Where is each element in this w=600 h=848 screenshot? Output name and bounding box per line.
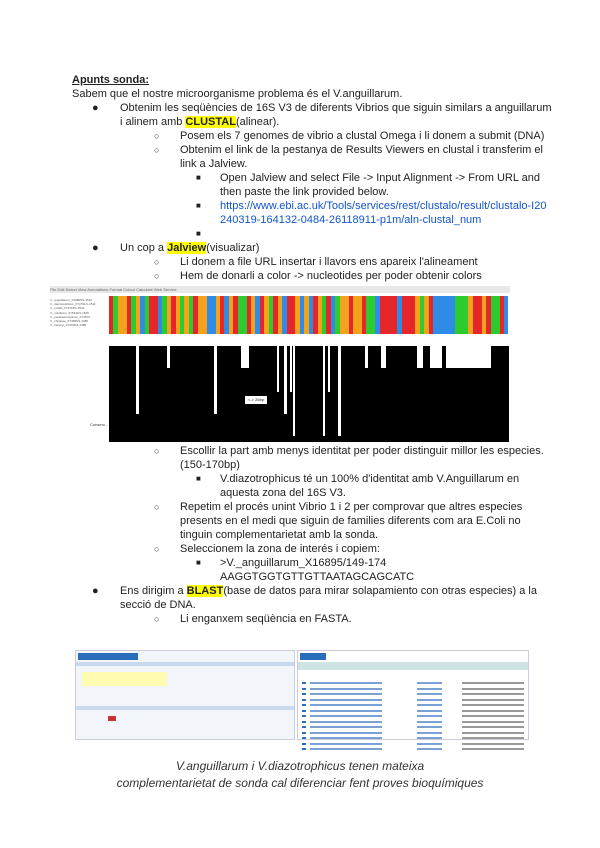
conservation-gap (365, 346, 368, 368)
sub-item: ○ Seleccionem la zona de interés i copiem: (154, 543, 380, 555)
blast-result-row (302, 693, 524, 695)
sequence-item: ■ >V._anguillarum_X16895/149-174 AAGGTGGTGTTGTTAATAGCAGCATC (196, 557, 415, 583)
sub-item: ○ Li donem a file URL insertar i llavors ens apareix l'alineament (154, 256, 478, 268)
conservation-gap (214, 346, 217, 414)
blast-result-row (302, 704, 524, 706)
conservation-gap (293, 346, 295, 436)
text: (alinear). (235, 116, 280, 128)
square-item: ■ V.diazotrophicus té un 100% d'identitat amb V.Anguillarum en aquesta zona del 16S V3. (196, 473, 520, 499)
blast-result-row (302, 721, 524, 723)
conservation-gap (277, 346, 279, 392)
blast-result-row (302, 715, 524, 717)
square-item: ■ https://www.ebi.ac.uk/Tools/services/rest/clustalo/result/clustalo-I20240319-164132-0484-26118911-p1m/aln-clustal_num (196, 200, 547, 226)
conservation-gap (241, 346, 249, 368)
alignment-colored (109, 296, 509, 334)
highlight-jalview: Jalview (167, 242, 207, 254)
conservation-gap (290, 346, 292, 392)
sub-item: ○ Escollir la part amb menys identitat per poder distinguir millor les especies. (150-170bp) (154, 445, 544, 471)
jalview-screenshot (40, 286, 520, 442)
blast-result-row (302, 710, 524, 712)
alignment-column (504, 296, 508, 334)
text: Obtenim les seqüències de 16S V3 de diferents Vibrios que siguin similars a anguillarum i alinem amb (120, 102, 552, 128)
blast-result-row (302, 682, 524, 684)
conservation-gap (338, 346, 341, 436)
selection-label: <-> 26bp (245, 396, 267, 404)
square-item-empty: ■ (196, 229, 201, 238)
sequence-bases: AAGGTGGTGTTGTTAATAGCAGCATC (220, 571, 415, 583)
conservation-gap (167, 346, 170, 368)
sub-item: ○ Posem els 7 genomes de vibrio a clustal Omega i li donem a submit (DNA) (154, 130, 545, 142)
highlight-blast: BLAST (186, 585, 224, 597)
sub-item: ○ Li enganxem seqüència en FASTA. (154, 613, 352, 625)
document-body (50, 73, 552, 626)
blast-result-row (302, 737, 524, 739)
blast-form-screenshot (75, 650, 295, 740)
blast-result-row (302, 726, 524, 728)
page-title: Apunts sonda: (72, 74, 149, 86)
conservation-gap (430, 346, 442, 368)
conclusion-caption: V.anguillarum i V.diazotrophicus tenen mateixa complementarietat de sonda cal diferenciar fent proves bioquímiques (116, 759, 484, 790)
bullet-jalview: ● Un cop a Jalview(visualizar) (92, 242, 260, 254)
square-item: ■ Open Jalview and select File -> Input Alignment -> From URL and then paste the link provided below. (196, 172, 540, 198)
blast-result-row (302, 743, 524, 745)
jalview-menu: File Edit Select View Annotations Format Colour Calculate Web Service (50, 286, 510, 293)
consensus-label: Conserv... (90, 422, 108, 427)
clustal-result-link[interactable]: https://www.ebi.ac.uk/Tools/services/rest/clustalo/result/clustalo-I20240319-164132-0484-26118911-p1m/aln-clustal_num (220, 200, 547, 226)
conservation-gap (284, 346, 287, 414)
sequence-names: V._anguillarum_X16895/1-1532 V._diazotrophicus_X74701/1-1511 V._ordalii_X74718/1-1531 V._vulnificus_X76333/1-1545 V._parahaemolyticus_X74720 V._cholerae_X74695/1-1485 V._harveyi_X74706/1-1485 (50, 298, 96, 328)
highlight-clustal: CLUSTAL (185, 116, 236, 128)
conservation-gap (381, 346, 386, 368)
blast-screenshots (75, 650, 530, 742)
conservation-gap (328, 346, 330, 392)
intro-text: Sabem que el nostre microorganisme problema és el V.anguillarum. (72, 88, 403, 100)
sub-item: ○ Obtenim el link de la pestanya de Results Viewers en clustal i transferim el link a Jalview. (154, 144, 543, 170)
conservation-plot (109, 346, 509, 442)
sub-item: ○ Hem de donarli a color -> nucleotides per poder obtenir colors (154, 270, 482, 282)
blast-result-row (302, 732, 524, 734)
blast-result-row (302, 688, 524, 690)
conservation-gap (446, 346, 491, 368)
blast-result-row (302, 748, 524, 750)
conservation-gap (323, 346, 325, 436)
bullet-blast: ● Ens dirigim a BLAST(base de datos para mirar solapamiento con otras especies) a la secció de DNA. (92, 585, 537, 611)
sub-item: ○ Repetim el procés unint Vibrio 1 i 2 per comprovar que altres especies presents en el medi que siguin de families diferents com ara E.Coli no tinguin complementarietat amb la sonda. (154, 501, 523, 541)
blast-result-row (302, 699, 524, 701)
bullet-clustal: ● Obtenim les seqüències de 16S V3 de diferents Vibrios que siguin similars a anguillarum i alinem amb CLUSTAL(alinear). (92, 102, 552, 128)
conservation-gap (420, 346, 423, 368)
conservation-gap (136, 346, 139, 414)
blast-results-screenshot (297, 650, 529, 740)
